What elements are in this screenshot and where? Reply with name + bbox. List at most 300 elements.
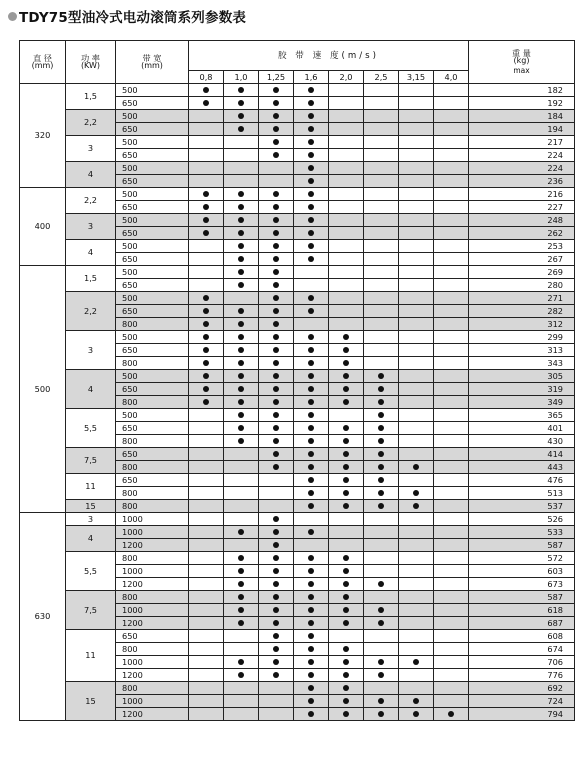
available-dot-icon [378,503,384,509]
speed-cell [294,474,329,487]
available-dot-icon [308,464,314,470]
speed-cell [224,136,259,149]
speed-cell [399,292,434,305]
available-dot-icon [238,620,244,626]
speed-cell [364,591,399,604]
speed-cell [259,578,294,591]
speed-cell [329,357,364,370]
speed-cell [224,214,259,227]
weight-cell: 692 [469,682,575,695]
available-dot-icon [203,100,209,106]
speed-cell [189,435,224,448]
speed-cell [189,448,224,461]
table-row [20,591,575,604]
speed-cell [329,565,364,578]
speed-cell [399,370,434,383]
power-header: 功 率 (KW) [66,41,116,84]
speed-cell [329,227,364,240]
speed-cell [224,370,259,383]
power-cell: 4 [66,240,116,266]
diameter-cell: 500 [20,266,66,513]
speed-cell [399,318,434,331]
weight-cell: 603 [469,565,575,578]
available-dot-icon [238,191,244,197]
speed-cell [364,513,399,526]
speed-cell [364,604,399,617]
speed-cell [434,708,469,721]
speed-cell [294,227,329,240]
available-dot-icon [308,529,314,535]
speed-cell [224,279,259,292]
available-dot-icon [343,581,349,587]
speed-cell [224,175,259,188]
belt-width-cell: 1200 [116,539,189,552]
speed-cell [364,253,399,266]
speed-cell [329,513,364,526]
available-dot-icon [308,711,314,717]
speed-cell [399,617,434,630]
speed-cell [364,552,399,565]
weight-cell: 776 [469,669,575,682]
available-dot-icon [273,672,279,678]
speed-cell [399,357,434,370]
available-dot-icon [308,451,314,457]
available-dot-icon [273,256,279,262]
available-dot-icon [273,399,279,405]
speed-cell [189,214,224,227]
available-dot-icon [273,217,279,223]
available-dot-icon [273,334,279,340]
speed-cell [294,409,329,422]
available-dot-icon [343,672,349,678]
speed-cell [189,240,224,253]
available-dot-icon [273,607,279,613]
speed-cell [224,487,259,500]
power-cell: 1,5 [66,84,116,110]
speed-cell [224,253,259,266]
speed-cell [224,513,259,526]
available-dot-icon [343,490,349,496]
speed-header-cell: 4,0 [434,71,469,84]
speed-cell [364,695,399,708]
table-row [20,448,575,461]
speed-cell [259,149,294,162]
speed-cell [259,318,294,331]
speed-cell [259,240,294,253]
available-dot-icon [343,373,349,379]
speed-cell [259,539,294,552]
speed-cell [399,539,434,552]
speed-cell [329,526,364,539]
available-dot-icon [308,334,314,340]
speed-cell [294,526,329,539]
speed-cell [294,591,329,604]
available-dot-icon [203,295,209,301]
weight-cell: 253 [469,240,575,253]
weight-cell: 299 [469,331,575,344]
belt-width-cell: 800 [116,500,189,513]
speed-cell [259,383,294,396]
available-dot-icon [273,373,279,379]
speed-cell [434,266,469,279]
available-dot-icon [273,269,279,275]
speed-header-cell: 1,6 [294,71,329,84]
speed-cell [224,344,259,357]
speed-cell [224,331,259,344]
weight-cell: 271 [469,292,575,305]
available-dot-icon [238,269,244,275]
speed-cell [399,331,434,344]
speed-cell [189,526,224,539]
speed-cell [364,630,399,643]
available-dot-icon [238,594,244,600]
available-dot-icon [273,464,279,470]
speed-cell [189,617,224,630]
speed-cell [224,552,259,565]
weight-cell: 587 [469,539,575,552]
speed-cell [189,110,224,123]
speed-cell [224,630,259,643]
available-dot-icon [343,438,349,444]
speed-cell [189,565,224,578]
available-dot-icon [308,607,314,613]
belt-width-cell: 800 [116,318,189,331]
speed-header-cell: 2,5 [364,71,399,84]
speed-cell [434,201,469,214]
speed-cell [434,279,469,292]
speed-cell [364,682,399,695]
available-dot-icon [378,464,384,470]
available-dot-icon [238,607,244,613]
available-dot-icon [308,646,314,652]
speed-cell [329,162,364,175]
speed-cell [189,162,224,175]
speed-cell [399,149,434,162]
available-dot-icon [378,607,384,613]
speed-cell [364,656,399,669]
available-dot-icon [378,425,384,431]
available-dot-icon [378,581,384,587]
belt-width-cell: 1200 [116,669,189,682]
available-dot-icon [308,685,314,691]
power-cell: 7,5 [66,591,116,630]
belt-width-header: 带 宽 (mm) [116,41,189,84]
speed-cell [294,656,329,669]
speed-cell [294,487,329,500]
table-row [20,136,575,149]
speed-cell [434,513,469,526]
available-dot-icon [343,711,349,717]
power-cell: 5,5 [66,409,116,448]
speed-cell [364,487,399,500]
speed-cell [399,136,434,149]
speed-cell [189,422,224,435]
weight-cell: 305 [469,370,575,383]
speed-cell [434,604,469,617]
speed-cell [434,474,469,487]
belt-width-cell: 800 [116,487,189,500]
speed-cell [294,175,329,188]
speed-cell [364,149,399,162]
speed-cell [224,318,259,331]
weight-cell: 319 [469,383,575,396]
speed-cell [259,201,294,214]
speed-cell [364,305,399,318]
speed-cell [364,123,399,136]
speed-cell [224,435,259,448]
speed-cell [434,97,469,110]
speed-cell [364,435,399,448]
speed-cell [189,682,224,695]
weight-cell: 794 [469,708,575,721]
speed-cell [434,149,469,162]
belt-width-cell: 500 [116,214,189,227]
power-cell: 11 [66,630,116,682]
speed-cell [329,383,364,396]
speed-cell [259,344,294,357]
available-dot-icon [378,490,384,496]
available-dot-icon [238,243,244,249]
speed-cell [364,84,399,97]
available-dot-icon [238,87,244,93]
speed-cell [434,617,469,630]
available-dot-icon [343,503,349,509]
speed-cell [294,266,329,279]
speed-cell [434,422,469,435]
speed-cell [329,84,364,97]
available-dot-icon [308,165,314,171]
power-cell: 15 [66,682,116,721]
available-dot-icon [273,113,279,119]
available-dot-icon [343,451,349,457]
speed-cell [189,669,224,682]
available-dot-icon [203,204,209,210]
speed-cell [189,201,224,214]
speed-cell [364,500,399,513]
weight-cell: 280 [469,279,575,292]
weight-cell: 282 [469,305,575,318]
speed-cell [364,240,399,253]
speed-cell [329,435,364,448]
available-dot-icon [238,555,244,561]
speed-cell [259,84,294,97]
speed-cell [259,136,294,149]
speed-cell [189,188,224,201]
speed-cell [364,539,399,552]
available-dot-icon [308,594,314,600]
available-dot-icon [273,308,279,314]
belt-width-cell: 1000 [116,695,189,708]
speed-header-cell: 1,0 [224,71,259,84]
available-dot-icon [238,386,244,392]
available-dot-icon [308,139,314,145]
available-dot-icon [273,633,279,639]
available-dot-icon [308,87,314,93]
speed-cell [329,656,364,669]
speed-header-cell: 1,25 [259,71,294,84]
speed-cell [329,344,364,357]
speed-cell [364,669,399,682]
weight-cell: 537 [469,500,575,513]
speed-cell [189,630,224,643]
available-dot-icon [273,360,279,366]
table-row [20,500,575,513]
table-row [20,292,575,305]
available-dot-icon [378,659,384,665]
speed-cell [329,617,364,630]
available-dot-icon [308,191,314,197]
header-row [20,41,575,71]
power-cell: 4 [66,526,116,552]
parameter-table [19,40,575,721]
speed-cell [189,279,224,292]
available-dot-icon [238,334,244,340]
speed-cell [224,526,259,539]
speed-cell [434,643,469,656]
weight-cell: 192 [469,97,575,110]
speed-cell [399,513,434,526]
weight-cell: 687 [469,617,575,630]
available-dot-icon [273,412,279,418]
speed-cell [189,487,224,500]
table-row [20,214,575,227]
power-cell: 3 [66,331,116,370]
power-cell: 5,5 [66,552,116,591]
available-dot-icon [238,256,244,262]
speed-cell [294,201,329,214]
available-dot-icon [238,659,244,665]
speed-cell [189,175,224,188]
power-cell: 2,2 [66,292,116,331]
belt-width-cell: 500 [116,162,189,175]
speed-cell [364,292,399,305]
speed-cell [329,448,364,461]
speed-cell [434,409,469,422]
speed-cell [434,292,469,305]
speed-cell [294,331,329,344]
belt-width-cell: 650 [116,175,189,188]
speed-cell [294,630,329,643]
speed-cell [399,643,434,656]
available-dot-icon [343,425,349,431]
speed-cell [399,162,434,175]
belt-width-cell: 500 [116,409,189,422]
speed-cell [294,695,329,708]
available-dot-icon [378,451,384,457]
speed-cell [189,539,224,552]
speed-cell [329,318,364,331]
speed-cell [399,578,434,591]
weight-cell: 706 [469,656,575,669]
speed-cell [399,604,434,617]
speed-cell [329,422,364,435]
weight-cell: 224 [469,162,575,175]
speed-cell [399,344,434,357]
speed-cell [329,175,364,188]
speed-cell [259,214,294,227]
speed-cell [189,344,224,357]
speed-cell [364,357,399,370]
available-dot-icon [203,373,209,379]
speed-cell [399,279,434,292]
available-dot-icon [273,191,279,197]
available-dot-icon [308,698,314,704]
available-dot-icon [308,490,314,496]
available-dot-icon [308,633,314,639]
table-row [20,682,575,695]
speed-cell [189,474,224,487]
speed-cell [364,344,399,357]
speed-cell [329,669,364,682]
available-dot-icon [378,438,384,444]
speed-cell [434,682,469,695]
bullet-icon [8,12,17,21]
belt-width-cell: 650 [116,97,189,110]
speed-cell [329,604,364,617]
belt-width-cell: 650 [116,383,189,396]
belt-width-cell: 650 [116,201,189,214]
speed-cell [329,539,364,552]
available-dot-icon [343,685,349,691]
weight-cell: 618 [469,604,575,617]
speed-cell [364,526,399,539]
speed-cell [434,188,469,201]
speed-cell [434,357,469,370]
available-dot-icon [308,217,314,223]
speed-cell [399,695,434,708]
speed-cell [224,357,259,370]
available-dot-icon [203,321,209,327]
power-cell: 11 [66,474,116,500]
speed-cell [434,487,469,500]
speed-cell [364,474,399,487]
weight-cell: 673 [469,578,575,591]
speed-cell [434,370,469,383]
speed-cell [189,656,224,669]
available-dot-icon [413,698,419,704]
speed-cell [329,474,364,487]
speed-cell [364,175,399,188]
speed-cell [364,227,399,240]
belt-width-cell: 1200 [116,617,189,630]
belt-width-cell: 800 [116,591,189,604]
speed-cell [189,513,224,526]
belt-speed-header: 胶 带 速 度(m/s) [189,41,469,71]
speed-cell [224,695,259,708]
speed-cell [259,500,294,513]
weight-cell: 248 [469,214,575,227]
speed-cell [434,500,469,513]
weight-cell: 414 [469,448,575,461]
speed-cell [224,409,259,422]
available-dot-icon [343,477,349,483]
speed-cell [224,578,259,591]
belt-width-cell: 650 [116,448,189,461]
available-dot-icon [203,399,209,405]
belt-width-cell: 650 [116,344,189,357]
speed-cell [399,396,434,409]
available-dot-icon [203,308,209,314]
speed-cell [259,123,294,136]
speed-cell [329,708,364,721]
speed-cell [399,708,434,721]
weight-cell: 572 [469,552,575,565]
speed-cell [399,487,434,500]
available-dot-icon [203,347,209,353]
speed-cell [434,227,469,240]
speed-cell [259,695,294,708]
speed-cell [364,110,399,123]
